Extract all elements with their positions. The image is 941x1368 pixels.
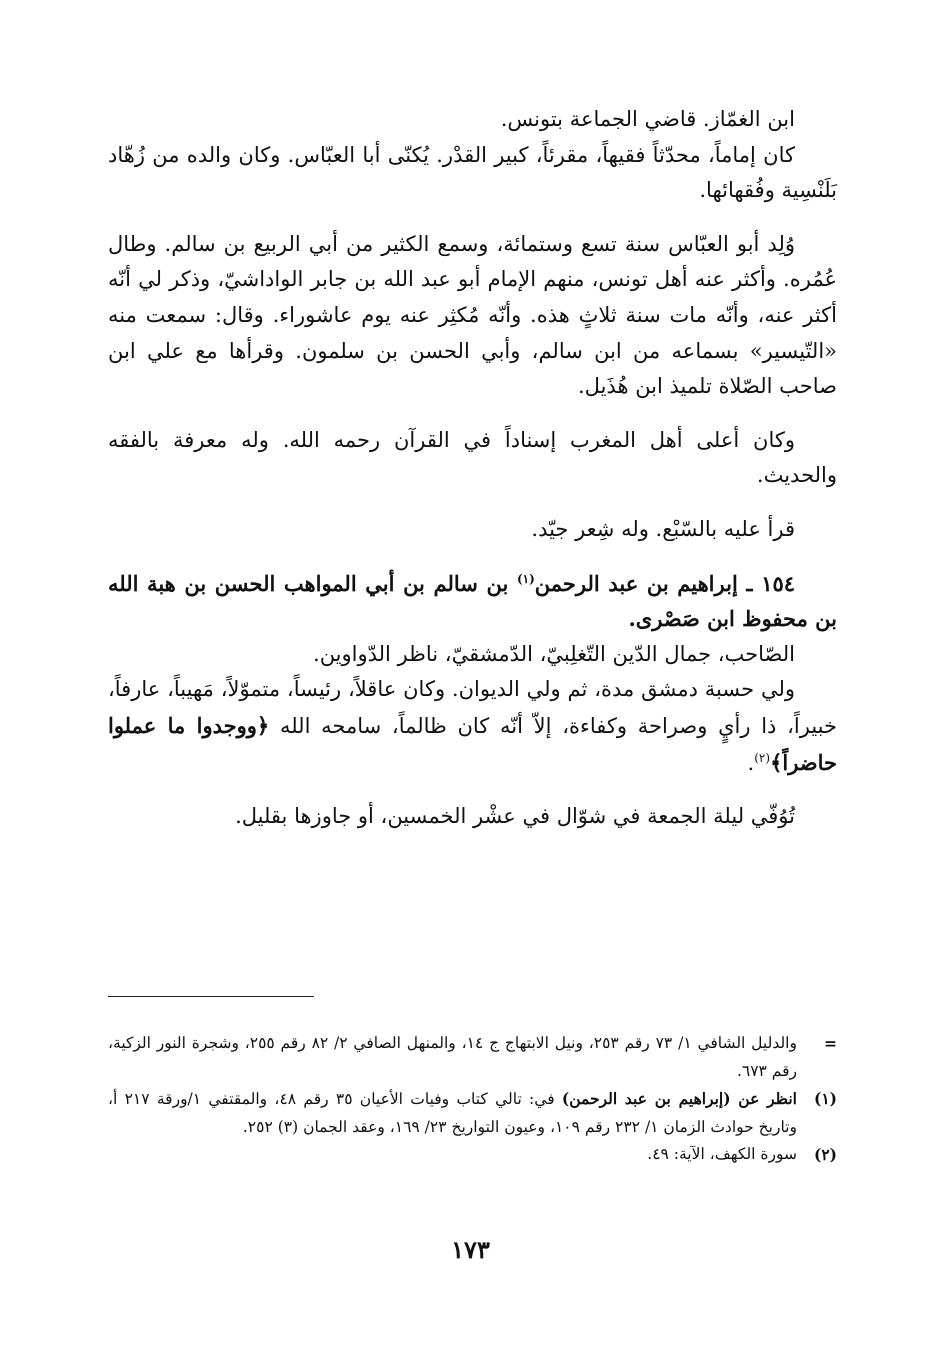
entry-heading-154 xyxy=(108,566,837,637)
paragraph-7-end: . xyxy=(747,750,755,775)
footnote-marker: = xyxy=(824,1034,837,1053)
footnote-title: انظر عن (إبراهيم بن عبد الرحمن) xyxy=(561,1089,797,1108)
paragraph-3: وُلِد أبو العبّاس سنة تسع وستمائة، وسمع الكثير من أبي الربيع بن سالم. وطال عُمُره. وأكثر عنه أهل تونس، منهم الإمام أبو عبد الله بن جابر الواداشيّ، وذكر لي أنّه أكثر عنه، وأنّه مات سنة ثلاثٍ هذه. وأنّه مُكثِر عنه يوم عاشوراء. وقال: سمعت منه «التّيسير» بسماعه من ابن سالم، وأبي الحسن بن سلمون. وقرأها مع علي ابن صاحب الصّلاة تلميذ ابن هُذَيل. xyxy=(108,231,837,399)
paragraph-2: كان إماماً، محدّثاً فقيهاً، مقرئاً، كبير القدْر. يُكنّى أبا العبّاس. وكان والده من زُهّاد بَلَنْسِية وفُقهائها. xyxy=(108,142,837,203)
entry-name: إبراهيم بن عبد الرحمن xyxy=(534,570,738,596)
main-text xyxy=(108,102,837,835)
footnote-text xyxy=(108,1085,797,1141)
paragraph-5: قرأ عليه بالسّبْع. وله شِعر جيّد. xyxy=(531,516,795,541)
entry-number: ١٥٤ ـ xyxy=(746,570,796,596)
page-number: ١٧٣ xyxy=(451,1235,490,1264)
footnote-marker: (٢) xyxy=(813,1145,837,1164)
footnote-text: سورة الكهف، الآية: ٤٩. xyxy=(647,1145,797,1163)
footnote-ref-1[interactable]: (١) xyxy=(516,571,535,586)
footnote-1 xyxy=(108,1085,837,1141)
paragraph-4: وكان أعلى أهل المغرب إسناداً في القرآن رحمه الله. وله معرفة بالفقه والحديث. xyxy=(108,427,837,488)
footnote-marker: (١) xyxy=(813,1089,837,1108)
footnote-body: في: تالي كتاب وفيات الأعيان ٣٥ رقم ٤٨، والمقتفي ١/ورقة ٢١٧ أ، وتاريخ حوادث الزمان ١/ ٢٣٢ رقم ١٠٩، وعيون التواريخ ٢٣/ ١٦٩، وعقد الجمان (٣) ٢٥٢. xyxy=(108,1090,797,1136)
paragraph-7 xyxy=(108,672,837,781)
footnote-ref-2[interactable]: (٢) xyxy=(754,750,771,765)
paragraph-7-text: ولي حسبة دمشق مدة، ثم ولي الديوان. وكان عاقلاً، رئيساً، متموّلاً، مَهيباً، عارفاً، خبيراً، ذا رأيٍ وصراحة وكفاءة، إلاّ أنّه كان ظالماً، سامحه الله xyxy=(108,677,837,738)
paragraph-6: الصّاحب، جمال الدّين التّغلِبيّ، الدّمشقيّ، ناظر الدّواوين. xyxy=(313,641,795,666)
footnote-2 xyxy=(108,1141,837,1169)
footnote-continued xyxy=(108,1030,837,1085)
quran-quote: ﴿ووجدوا ما عملوا حاضراً﴾ xyxy=(108,712,837,775)
footnotes xyxy=(108,1030,837,1169)
paragraph-1: ابن الغمّاز. قاضي الجماعة بتونس. xyxy=(500,107,795,131)
footnote-divider xyxy=(108,996,314,997)
paragraph-8: تُوُفّي ليلة الجمعة في شوّال في عشْر الخمسين، أو جاوزها بقليل. xyxy=(235,804,795,829)
entry-name-rest: بن سالم بن أبي المواهب الحسن بن هبة الله بن محفوظ ابن صَصْرى. xyxy=(108,570,837,632)
footnote-text: والدليل الشافي ١/ ٧٣ رقم ٢٥٣، ونيل الابتهاج ج ١٤، والمنهل الصافي ٢/ ٨٢ رقم ٢٥٥، وشجرة النور الزكية، رقم ٦٧٣. xyxy=(108,1034,797,1080)
